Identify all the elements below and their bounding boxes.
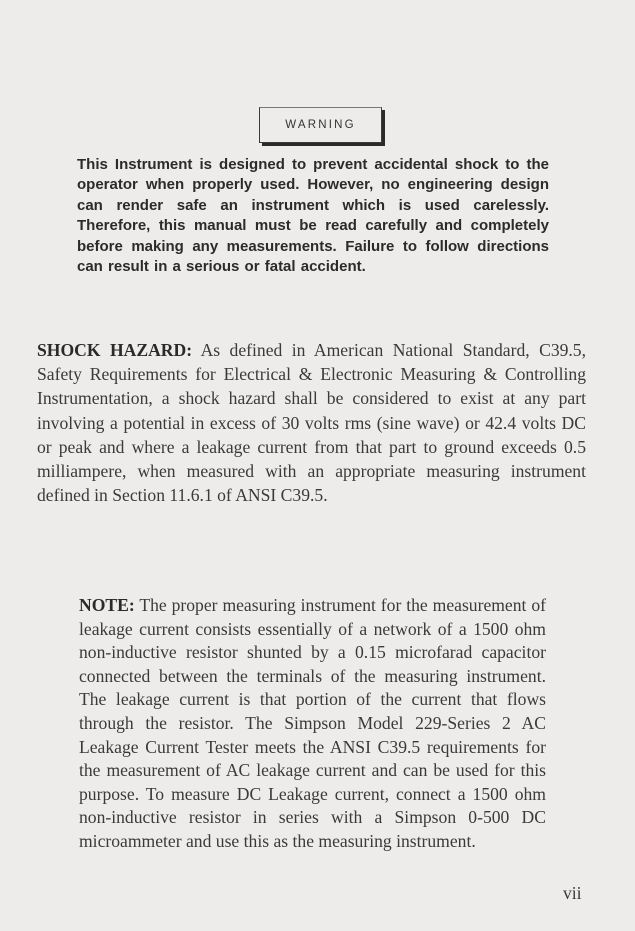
warning-paragraph: This Instrument is designed to prevent accidental shock to the operator when properly used. However, no engineering design can render safe an instrument which is used carelessly. Therefore, this manual must be read carefully and completely before making any measurements. Failure to follow directions can result in a serious or fatal accident.: [77, 156, 549, 276]
page-number: vii: [563, 883, 582, 903]
shock-hazard-text: As defined in American National Standard, C39.5, Safety Requirements for Electrical & Electronic Measuring & Controlling Instrumentation, a shock hazard shall be considered to exist at any part involving a potential in excess of 30 volts rms (sine wave) or 42.4 volts DC or peak and where a leakage current from that part to ground exceeds 0.5 milliampere, when measured with an appropriate measuring instrument defined in Section 11.6.1 of ANSI C39.5.: [37, 340, 587, 506]
note-text: The proper measuring instrument for the measurement of leakage current consists essentially of a network of a 1500 ohm non-inductive resistor shunted by a 0.15 microfarad capacitor connected between the terminals of the measuring instrument. The leakage current is that portion of the current that flows through the resistor. The Simpson Model 229-Series 2 AC Leakage Current Tester meets the ANSI C39.5 requirements for the measurement of AC leakage current and can be used for this purpose. To measure DC Leakage current, connect a 1500 ohm non-inductive resistor in series with a Simpson 0-500 DC microammeter and use this as the measuring instrument.: [79, 595, 546, 851]
shock-hazard-heading: SHOCK HAZARD:: [37, 340, 193, 360]
note-heading: NOTE:: [79, 595, 135, 615]
warning-label: [259, 107, 382, 143]
note-paragraph: [79, 594, 546, 854]
shock-hazard-paragraph: [37, 338, 586, 507]
warning-label-text: WARNING: [285, 119, 356, 131]
